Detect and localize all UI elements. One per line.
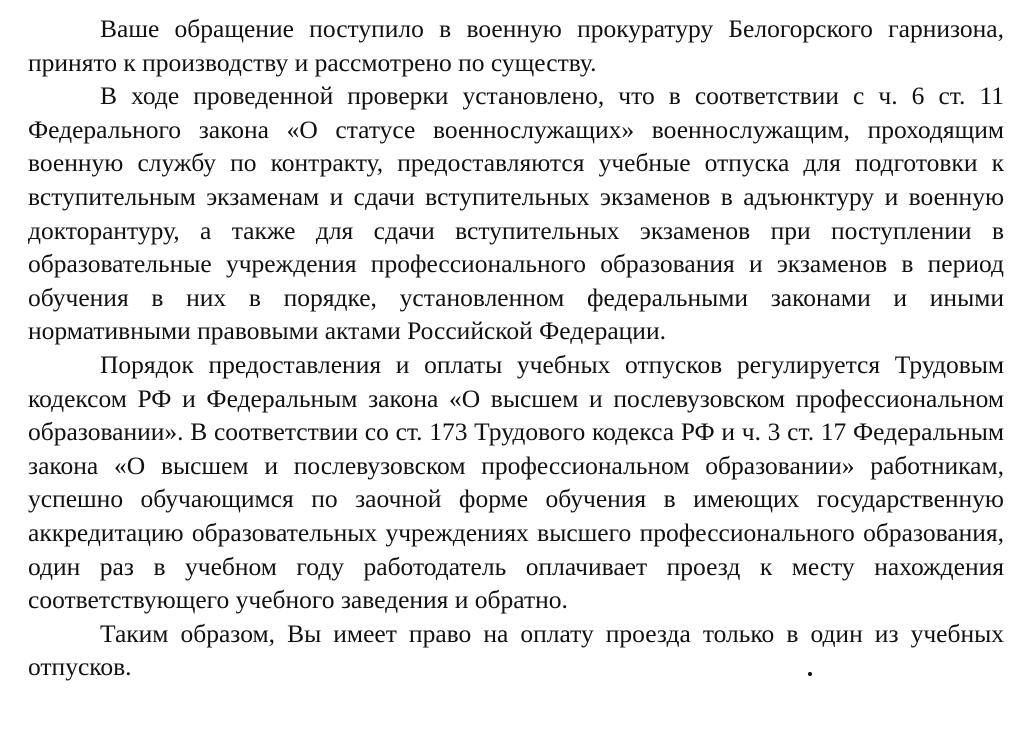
paragraph-check-results: В ходе проведенной проверки установлено, что в соответствии с ч. 6 ст. 11 Федерального закона «О статусе военнослужащих» военнослужащим, проходящим военную службу по контракту, предоставляются учебные отпуска для подготовки к вступительным экзаменам и сдачи вступительных экзаменов в адъюнктуру и военную докторантуру, а также для сдачи вступительных экзаменов при поступлении в образовательные учреждения профессионального образования и экзаменов в период обучения в них в порядке, установленном федеральными законами и иными нормативными правовыми актами Российской Федерации. — [28, 81, 1004, 346]
paragraph-conclusion: Таким образом, Вы имеет право на оплату проезда только в один из учебных отпусков. — [28, 618, 1004, 682]
paragraph-leave-payment: Порядок предоставления и оплаты учебных отпусков регулируется Трудовым кодексом РФ и Федеральным закона «О высшем и послевузовском профессиональном образовании». В соответствии со ст. 173 Трудового кодекса РФ и ч. 3 ст. 17 Федеральным закона «О высшем и послевузовском профессиональном образовании» работникам, успешно обучающимся по заочной форме обучения в имеющих государственную аккредитацию образовательных учреждениях высшего профессионального образования, один раз в учебном году работодатель оплачивает проезд к месту нахождения соответствующего учебного заведения и обратно. — [28, 349, 1004, 615]
document-body — [28, 12, 1004, 684]
paragraph-intro: Ваше обращение поступило в военную прокуратуру Белогорского гарнизона, принято к производству и рассмотрено по существу. — [28, 14, 1004, 77]
scan-speck — [808, 672, 812, 676]
